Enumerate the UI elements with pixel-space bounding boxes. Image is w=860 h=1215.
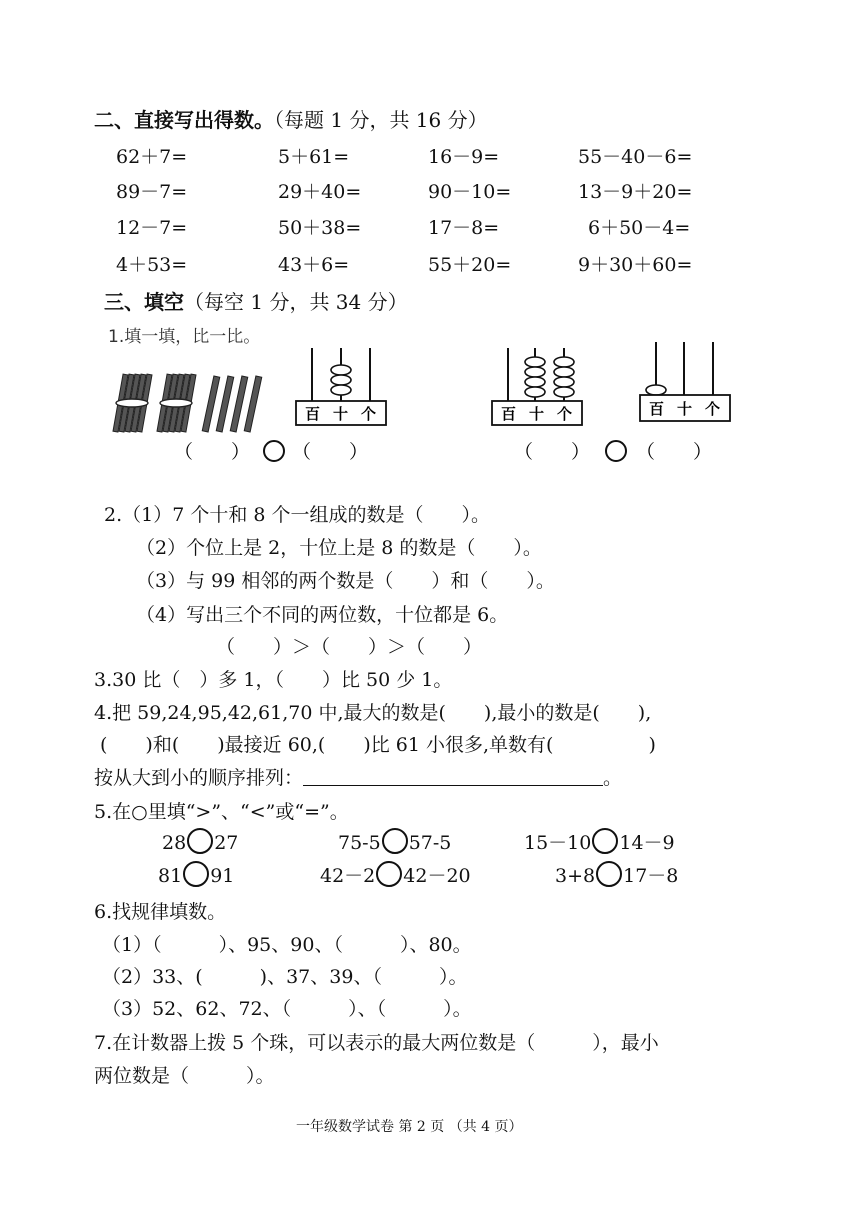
- calc-item: 43＋6=: [278, 254, 350, 276]
- calc-item: 55－40－6=: [578, 146, 693, 168]
- compare-right: 91: [210, 865, 235, 887]
- q7-line-2: 两位数是（ ）。: [94, 1065, 275, 1087]
- calc-item: 5＋61=: [278, 146, 350, 168]
- calc-item: 62＋7=: [116, 146, 188, 168]
- q2-line-2: （2）个位上是 2，十位上是 8 的数是（ ）。: [136, 537, 542, 559]
- q1-figure: [104, 340, 744, 470]
- compare-item: [555, 861, 678, 888]
- place-label: 百: [501, 405, 517, 423]
- compare-circle[interactable]: [376, 861, 402, 887]
- q6-line-3: （3）52、62、72、（ ）、（ ）。: [102, 998, 472, 1020]
- compare-circle[interactable]: [183, 861, 209, 887]
- q2-line-1: 2.（1）7 个十和 8 个一组成的数是（ ）。: [104, 504, 491, 526]
- calc-item: 13－9＋20=: [578, 181, 693, 203]
- compare-left: 3+8: [555, 865, 596, 887]
- compare-circle[interactable]: [592, 828, 618, 854]
- q5-label: 5.在○里填“>”、“<”或“=”。: [94, 801, 349, 823]
- q1-label: 1.填一填，比一比。: [108, 327, 261, 347]
- q4-line-1: 4.把 59,24,95,42,61,70 中,最大的数是( ),最小的数是( ),: [94, 702, 652, 724]
- place-label: 十: [677, 400, 693, 418]
- q2-line-5: （ ）＞（ ）＞（ ）: [216, 636, 483, 658]
- section3-title: 三、填空: [104, 290, 184, 314]
- compare-circle[interactable]: [264, 441, 284, 461]
- stick-bundle-icon: [157, 374, 196, 432]
- q4-period: 。: [603, 767, 623, 789]
- q6-line-2: （2）33、( )、37、39、（ ）。: [102, 966, 468, 988]
- compare-item: [524, 828, 675, 855]
- q4-order-label: 按从大到小的顺序排列：: [94, 767, 304, 789]
- compare-right: 27: [214, 832, 239, 854]
- compare-circle[interactable]: [187, 828, 213, 854]
- place-label: 个: [557, 405, 573, 423]
- q7-line-1: 7.在计数器上拨 5 个珠，可以表示的最大两位数是（ ），最小: [94, 1032, 659, 1054]
- blank-left[interactable]: （ ）: [174, 441, 251, 463]
- compare-right: 14－9: [619, 832, 675, 854]
- abacus-icon: [640, 342, 730, 421]
- single-sticks-icon: [202, 376, 262, 432]
- calc-item: 9＋30＋60=: [578, 254, 693, 276]
- compare-right: 17－8: [623, 865, 679, 887]
- compare-left: 75-5: [338, 832, 381, 854]
- section3-heading: [104, 286, 408, 315]
- q3-line: 3.30 比（ ）多 1，（ ）比 50 少 1。: [94, 669, 453, 691]
- q4-line-3: [94, 763, 622, 790]
- place-label: 个: [705, 400, 721, 418]
- abacus-icon: [296, 348, 386, 425]
- stick-bundle-icon: [113, 374, 152, 432]
- section3-note: （每空 1 分，共 34 分）: [184, 290, 408, 314]
- place-label: 十: [333, 405, 349, 423]
- compare-item: [338, 828, 451, 854]
- abacus-icon: [492, 348, 582, 425]
- section2-note: （每题 1 分，共 16 分）: [274, 108, 488, 132]
- compare-circle[interactable]: [596, 861, 622, 887]
- compare-right: 57-5: [408, 832, 452, 854]
- q4-answer-line[interactable]: [303, 767, 603, 786]
- compare-left: 81: [158, 865, 183, 887]
- place-label: 百: [649, 400, 665, 418]
- compare-item: [320, 861, 471, 888]
- calc-item: 50＋38=: [278, 217, 362, 239]
- calc-item: 29＋40=: [278, 181, 362, 203]
- q2-line-3: （3）与 99 相邻的两个数是（ ）和（ ）。: [136, 570, 555, 592]
- page-footer: 一年级数学试卷 第 2 页 （共 4 页）: [296, 1119, 523, 1135]
- compare-left: 28: [162, 832, 187, 854]
- calc-item: 4＋53=: [116, 254, 188, 276]
- q2-line-4: （4）写出三个不同的两位数，十位都是 6。: [136, 604, 509, 626]
- calc-item: 16－9=: [428, 146, 500, 168]
- calc-item: 89－7=: [116, 181, 188, 203]
- q4-line-2: ( )和( )最接近 60,( )比 61 小很多,单数有( ): [100, 734, 656, 756]
- blank-left[interactable]: （ ）: [514, 441, 591, 463]
- calc-item: 6＋50－4=: [588, 217, 691, 239]
- calc-item: 90－10=: [428, 181, 512, 203]
- compare-left: 15－10: [524, 832, 592, 854]
- compare-circle[interactable]: [382, 828, 408, 854]
- compare-left: 42－2: [320, 865, 376, 887]
- q6-label: 6.找规律填数。: [94, 901, 227, 923]
- section2-title: 二、直接写出得数。: [94, 108, 274, 132]
- compare-circle[interactable]: [606, 441, 626, 461]
- compare-item: [162, 828, 238, 854]
- place-label: 百: [305, 405, 321, 423]
- place-label: 十: [529, 405, 545, 423]
- blank-right[interactable]: （ ）: [636, 441, 713, 463]
- compare-right: 42－20: [403, 865, 471, 887]
- calc-item: 55＋20=: [428, 254, 512, 276]
- blank-right[interactable]: （ ）: [292, 441, 369, 463]
- calc-item: 12－7=: [116, 217, 188, 239]
- section2-heading: [94, 104, 488, 133]
- place-label: 个: [361, 405, 377, 423]
- calc-item: 17－8=: [428, 217, 500, 239]
- q6-line-1: （1）（ ）、95、90、（ ）、80。: [102, 934, 472, 956]
- compare-item: [158, 861, 234, 887]
